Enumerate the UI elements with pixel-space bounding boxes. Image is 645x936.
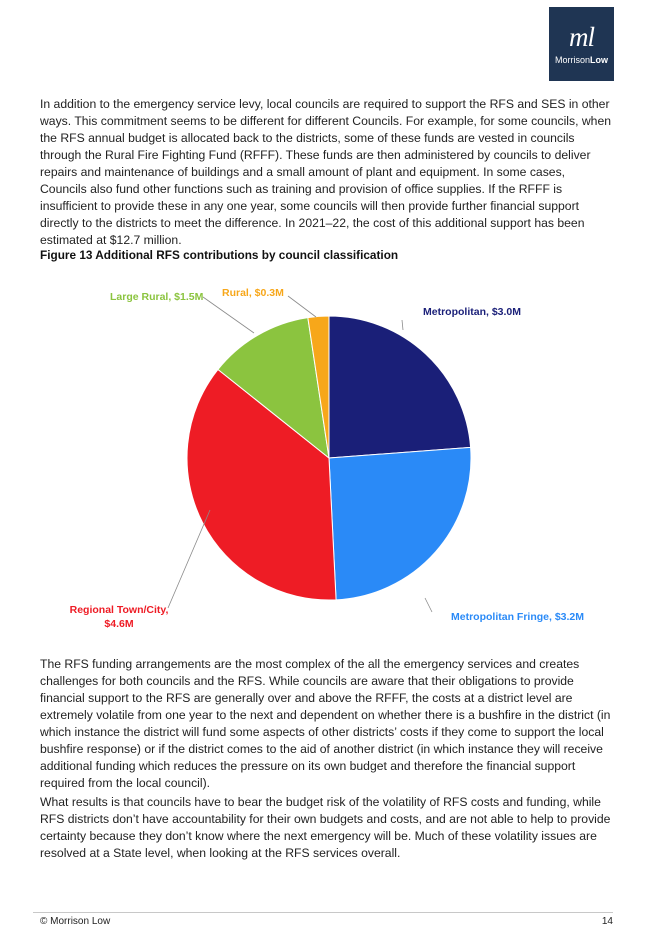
figure-title: Figure 13 Additional RFS contributions by council classification	[40, 248, 399, 262]
logo-mark: ml	[569, 22, 594, 52]
pie-slice-metropolitan-fringe	[329, 447, 471, 599]
body-paragraph-1: In addition to the emergency service levy, local councils are required to support the RFS and SES in other ways. This commitment seems to be different for different Councils. For example, for some councils, when the RFS annual budget is allocated back to the districts, some of these funds are vested in councils through the Rural Fire Fighting Fund (RFFF). These funds are then administered by councils to deliver repairs and maintenance of buildings and a small amount of plant and equipment. In some cases, Councils also fund other functions such as training and provision of office supplies. If the RFFF is insufficient to provide these in any one year, some councils will then provide further financial support directly to the districts to meet the difference. In 2021–22, the cost of this additional support has been estimated at $12.7 million.	[40, 97, 612, 247]
leader-line-metropolitan-fringe	[425, 598, 432, 612]
body-paragraph-3: What results is that councils have to bear the budget risk of the volatility of RFS costs and funding, while RFS districts don’t have accountability for their own budgets and costs, and are not able to help to provide certainty because they don’t know where the next emergency will be. Much of these volatility issues are resolved at a State level, when looking at the RFS services overall.	[40, 795, 611, 860]
data-label-large-rural: Large Rural, $1.5M	[110, 291, 204, 303]
pie-slice-metropolitan	[329, 316, 471, 458]
data-label-rural: Rural, $0.3M	[222, 287, 284, 299]
leader-line-metropolitan	[402, 320, 403, 330]
footer-divider	[33, 912, 613, 913]
leader-line-regional-town-city	[168, 510, 210, 608]
page-number: 14	[601, 916, 613, 927]
footer-copyright: © Morrison Low	[40, 916, 111, 927]
leader-line-large-rural	[203, 297, 254, 333]
leader-line-rural	[288, 296, 316, 317]
data-label-regional-town-city: Regional Town/City, $4.6M	[69, 604, 169, 630]
logo-name: MorrisonLow	[554, 55, 608, 65]
data-label-metropolitan: Metropolitan, $3.0M	[423, 306, 522, 318]
data-label-metropolitan-fringe: Metropolitan Fringe, $3.2M	[451, 611, 585, 623]
body-paragraph-2: The RFS funding arrangements are the most complex of the all the emergency services and creates challenges for both councils and the RFS. While councils are aware that their obligations to provide financial support to the RFS are generally over and above the RFFF, the costs at a district level are extremely volatile from one year to the next and dependent on whether there is a bushfire in the district (in which instance the district will fund some aspects of other districts’ costs if they come to support the local bushfire response) or if the district comes to the aid of another district (in which instance they will receive additional funding which reduces the pressure on its own budget and therefore the financial support required from the local council).	[40, 657, 611, 790]
